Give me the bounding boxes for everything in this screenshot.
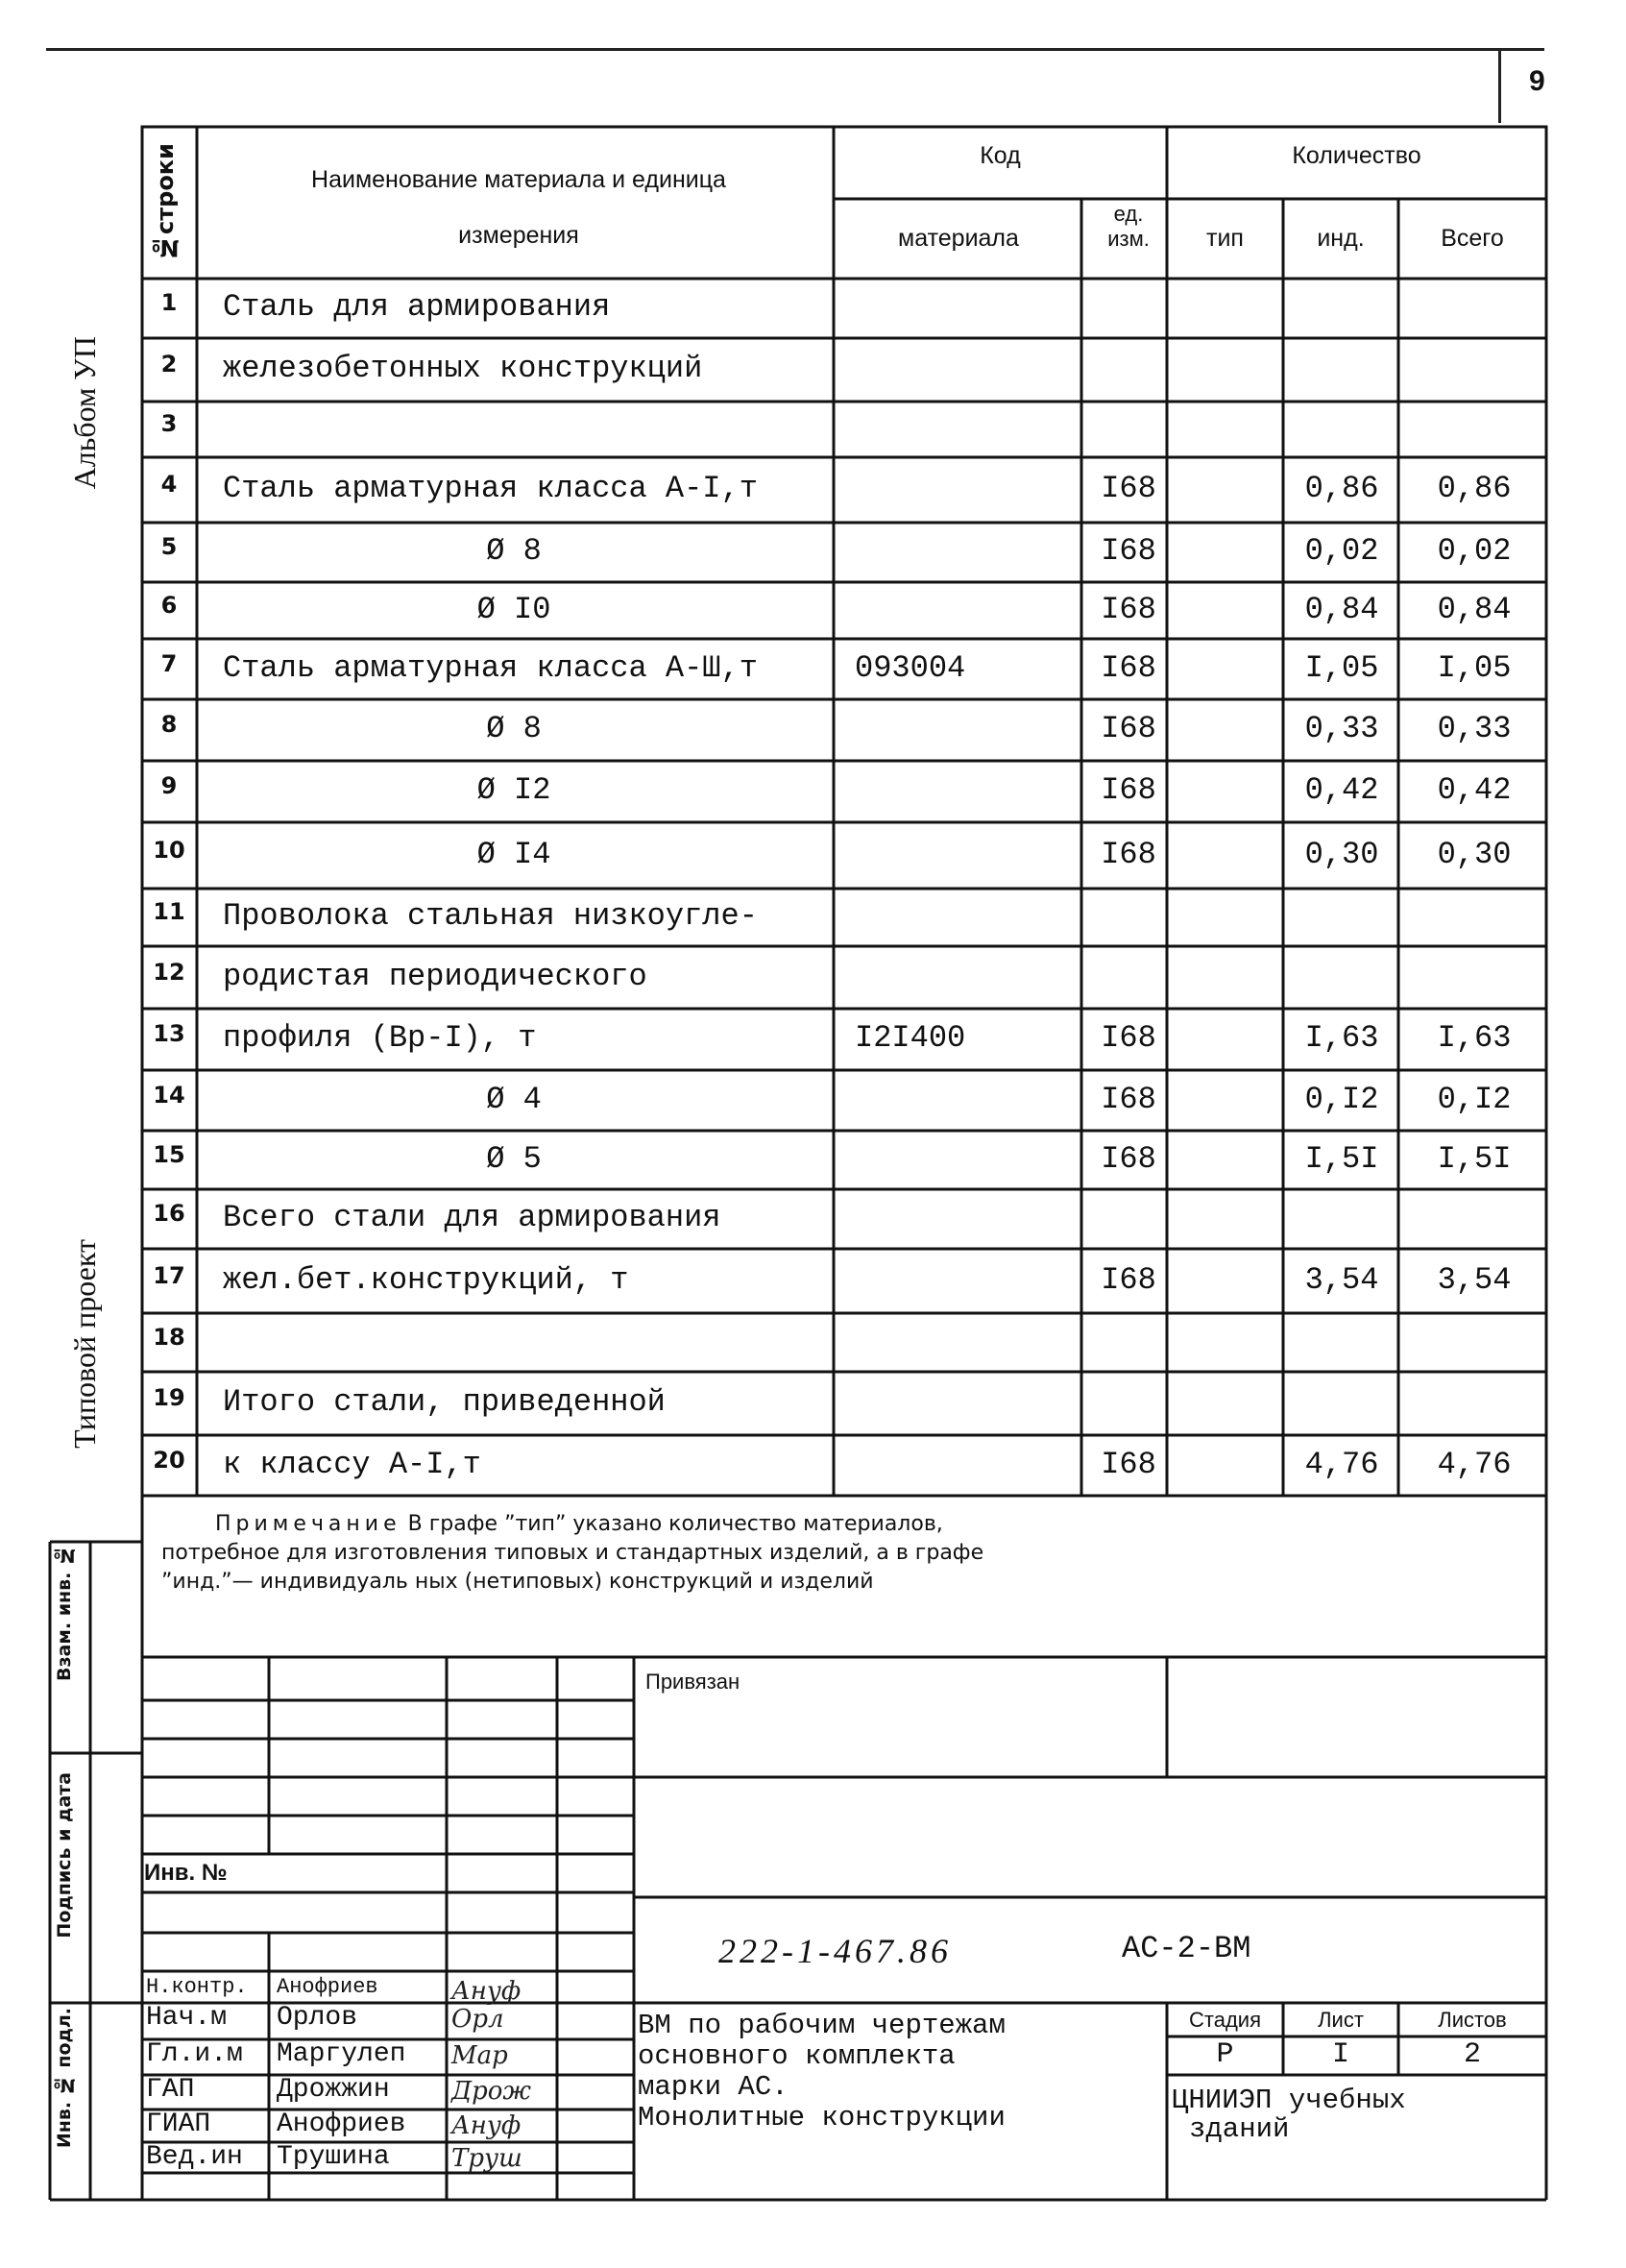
inv-orig-label: Инв. № подл. [54, 2008, 75, 2149]
row-qty-total: I,05 [1437, 649, 1512, 686]
row-name: Итого стали, приведенной [223, 1384, 666, 1420]
row-unit-code: I68 [1101, 533, 1156, 569]
row-name: железобетонных конструкций [223, 351, 703, 386]
row-qty-total: 0,42 [1437, 772, 1512, 808]
row-number: 14 [153, 1081, 185, 1109]
note [161, 1510, 1026, 1597]
row-name: жел.бет.конструкций, т [223, 1261, 629, 1298]
signer-role: Нач.м [146, 2003, 228, 2033]
row-qty-ind: I,63 [1304, 1020, 1379, 1056]
header-type: тип [1206, 225, 1244, 252]
row-name: Сталь для армирования [223, 289, 611, 325]
header-quantity: Количество [1292, 142, 1421, 169]
header-code: Код [980, 142, 1021, 169]
row-number: 1 [160, 289, 178, 316]
row-unit-code: I68 [1101, 1020, 1156, 1056]
row-name: Ø 8 [486, 533, 542, 569]
row-qty-total: 0,I2 [1437, 1081, 1512, 1117]
row-qty-ind: 0,86 [1304, 471, 1379, 506]
header-row-no: №строки [152, 143, 179, 262]
doc-title-line: Монолитные конструкции [638, 2102, 1006, 2134]
bound-label: Привязан [645, 1670, 740, 1694]
signer-name: Анофриев [277, 2109, 406, 2139]
row-qty-total: 3,54 [1437, 1261, 1512, 1298]
row-material-code: I2I400 [855, 1020, 966, 1056]
signer-role: Гл.и.м [146, 2039, 243, 2069]
row-number: 4 [160, 471, 178, 498]
row-number: 2 [160, 351, 178, 378]
row-number: 3 [160, 410, 178, 437]
row-qty-total: 0,02 [1437, 533, 1512, 569]
row-qty-total: 0,86 [1437, 471, 1512, 506]
row-qty-ind: 4,76 [1304, 1446, 1379, 1482]
row-qty-ind: I,05 [1304, 649, 1379, 686]
row-qty-ind: 0,84 [1304, 591, 1379, 627]
row-number: 19 [153, 1384, 185, 1411]
signer-role: Вед.ин [146, 2142, 243, 2172]
row-number: 20 [153, 1446, 185, 1474]
row-unit-code: I68 [1101, 1081, 1156, 1117]
row-unit-code: I68 [1101, 649, 1156, 686]
row-unit-code: I68 [1101, 591, 1156, 627]
row-qty-total: 0,30 [1437, 836, 1512, 872]
row-unit-code: I68 [1101, 1140, 1156, 1177]
row-name: Сталь арматурная класса А-Ш,т [223, 649, 758, 686]
signature: Дрож [451, 2077, 531, 2106]
row-unit-code: I68 [1101, 772, 1156, 808]
row-number: 7 [160, 649, 178, 677]
row-qty-ind: 0,33 [1304, 711, 1379, 746]
doc-title-line: марки АС. [638, 2071, 789, 2103]
row-number: 15 [153, 1140, 185, 1168]
inv-replace-label: Взам. инв. № [54, 1545, 75, 1682]
row-qty-ind: 0,02 [1304, 533, 1379, 569]
row-material-code: 093004 [855, 649, 966, 686]
sign-date-label: Подпись и дата [54, 1772, 75, 1939]
row-name: Ø 8 [486, 711, 542, 746]
row-qty-ind: 0,I2 [1304, 1081, 1379, 1117]
sheets-label: Листов [1438, 2008, 1507, 2032]
signer-name: Маргулеп [277, 2039, 406, 2069]
row-number: 10 [153, 836, 185, 864]
stage-label: Стадия [1189, 2008, 1261, 2032]
row-qty-total: 0,84 [1437, 591, 1512, 627]
row-name: Сталь арматурная класса А-I,т [223, 471, 758, 506]
album-label: Альбом УП [67, 336, 102, 490]
row-qty-total: I,5I [1437, 1140, 1512, 1177]
signer-name: Дрожжин [277, 2075, 390, 2105]
row-unit-code: I68 [1101, 711, 1156, 746]
signer-role: ГАП [146, 2075, 195, 2105]
sheet-value: I [1331, 2038, 1349, 2071]
row-name: к классу А-I,т [223, 1446, 481, 1482]
row-qty-ind: 3,54 [1304, 1261, 1379, 1298]
signer-name: Орлов [277, 2003, 358, 2033]
row-number: 16 [153, 1200, 185, 1227]
row-number: 8 [160, 711, 178, 738]
row-name: Ø 5 [486, 1140, 542, 1177]
header-total: Всего [1441, 225, 1504, 252]
organization [1172, 2086, 1406, 2144]
header-ind: инд. [1317, 225, 1365, 252]
row-qty-total: 4,76 [1437, 1446, 1512, 1482]
row-unit-code: I68 [1101, 1446, 1156, 1482]
row-name: родистая периодического [223, 958, 647, 994]
row-number: 17 [153, 1261, 185, 1289]
note-lead: Примечание [215, 1512, 401, 1536]
signature: Орл [451, 2005, 504, 2034]
row-unit-code: I68 [1101, 836, 1156, 872]
header-material-code: материала [898, 225, 1019, 252]
doc-title-line: ВМ по рабочим чертежам [638, 2010, 1006, 2041]
doc-mark: АС-2-ВМ [1122, 1931, 1251, 1966]
signature: Ануф [451, 2111, 522, 2140]
sheet-label: Лист [1318, 2008, 1364, 2032]
header-name: Наименование материала и единица измерения [311, 166, 726, 249]
row-qty-ind: I,5I [1304, 1140, 1379, 1177]
row-number: 13 [153, 1020, 185, 1047]
header-unit: ед. изм. [1107, 202, 1150, 251]
row-number: 6 [160, 591, 178, 619]
sheets-value: 2 [1463, 2038, 1481, 2071]
row-name: Всего стали для армирования [223, 1200, 721, 1235]
row-qty-total: I,63 [1437, 1020, 1512, 1056]
signer-role: ГИАП [146, 2109, 211, 2139]
row-number: 11 [153, 898, 185, 925]
doc-number: 222-1-467.86 [718, 1932, 952, 1970]
organization-line: ЦНИИЭП учебных [1172, 2085, 1406, 2116]
row-qty-ind: 0,42 [1304, 772, 1379, 808]
row-number: 12 [153, 958, 185, 986]
row-name: Ø 4 [486, 1081, 542, 1117]
row-name: Проволока стальная низкоугле- [223, 898, 758, 934]
signature: Труш [451, 2144, 522, 2173]
project-label: Типовой проект [67, 1239, 102, 1449]
inv-no-label: Инв. № [144, 1860, 228, 1886]
row-number: 9 [160, 772, 178, 799]
signer-role: Н.контр. [146, 1975, 248, 1999]
row-name: Ø I2 [476, 772, 551, 808]
row-unit-code: I68 [1101, 1261, 1156, 1298]
signature: Мар [451, 2041, 508, 2070]
doc-title-line: основного комплекта [638, 2040, 956, 2072]
stage-value: Р [1216, 2038, 1234, 2071]
page-number: 9 [1529, 65, 1545, 97]
row-number: 5 [160, 533, 178, 560]
signer-name: Трушина [277, 2142, 390, 2172]
row-name: Ø I4 [476, 836, 551, 872]
doc-title [638, 2011, 1006, 2134]
row-qty-ind: 0,30 [1304, 836, 1379, 872]
row-qty-total: 0,33 [1437, 711, 1512, 746]
row-name: профиля (Вр-I), т [223, 1020, 537, 1056]
note-text: В графе ”тип” указано количество материалов, потребное для изготовления типовых и стандартных изделий, а в графе ”инд.”— индивидуаль ных (нетиповых) конструкций и изделий [161, 1512, 984, 1594]
row-name: Ø I0 [476, 591, 551, 627]
signer-name: Анофриев [277, 1975, 378, 1999]
row-unit-code: I68 [1101, 471, 1156, 506]
organization-line: зданий [1189, 2113, 1290, 2145]
row-number: 18 [153, 1323, 185, 1351]
signature: Ануф [451, 1977, 522, 2006]
